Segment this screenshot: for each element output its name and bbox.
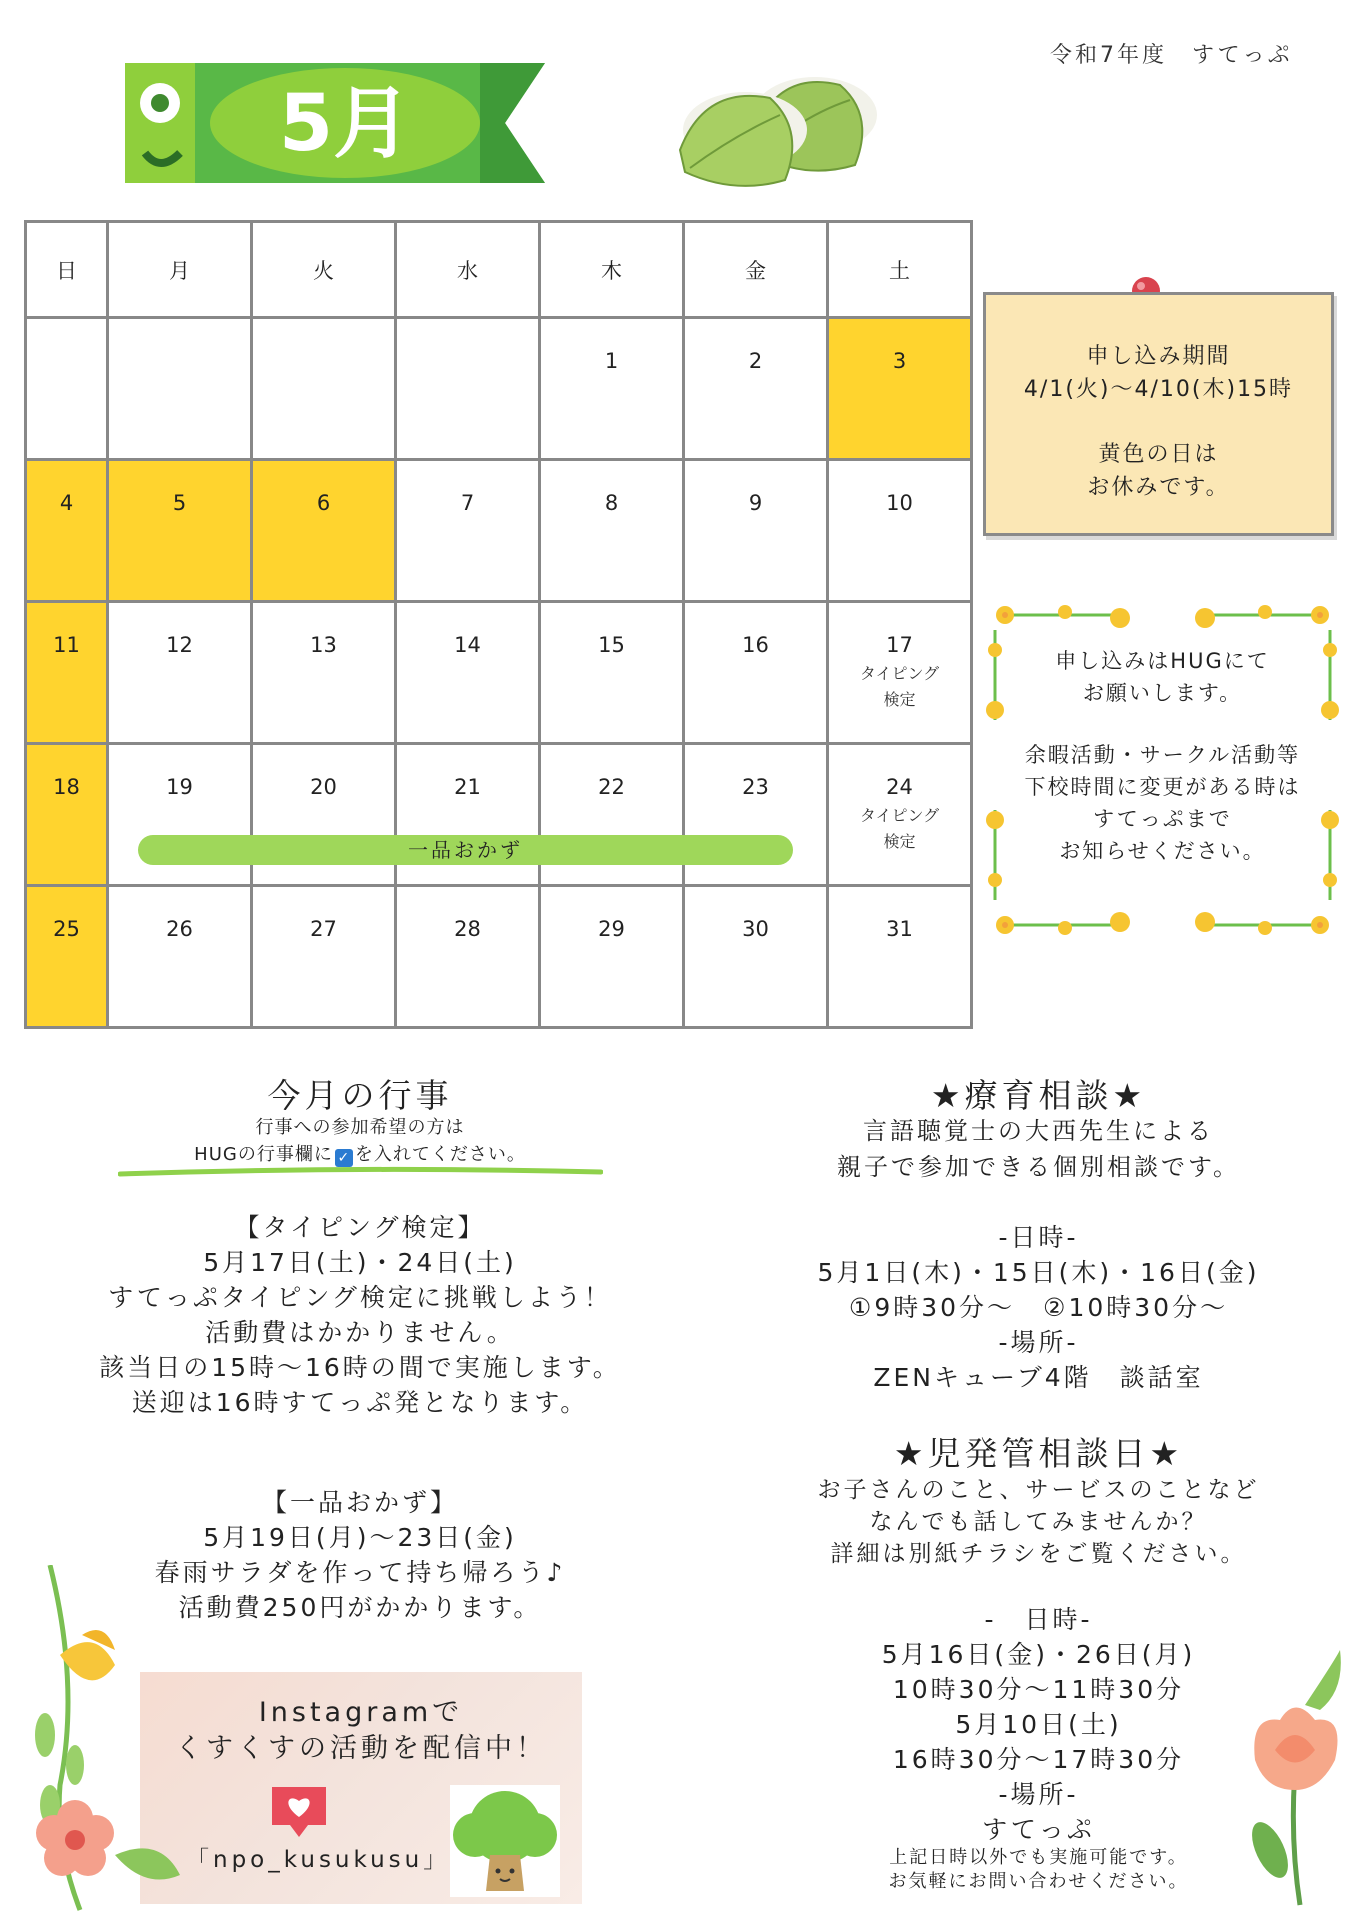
day-number: 5 — [172, 491, 187, 515]
calendar-day-cell — [108, 460, 252, 602]
ryoiku-dates: 5月1日(木)・15日(木)・16日(金) — [817, 1258, 1260, 1287]
calendar-day-cell — [684, 602, 828, 744]
day-number: 28 — [454, 917, 481, 941]
day-number: 4 — [59, 491, 74, 515]
instagram-line: Instagramで — [258, 1697, 464, 1728]
events-subtitle — [0, 1114, 720, 1168]
day-number: 13 — [310, 633, 337, 657]
weekday-wed: 水 — [396, 222, 540, 318]
like-heart-icon — [268, 1783, 330, 1839]
events-sub-line — [0, 1141, 720, 1168]
calendar-day-cell — [684, 318, 828, 460]
frame-line: 余暇活動・サークル活動等 — [1024, 743, 1301, 767]
calendar-day-cell — [396, 602, 540, 744]
monthly-calendar — [24, 220, 973, 1029]
day-number: 8 — [604, 491, 619, 515]
calendar-day-cell — [26, 602, 108, 744]
day-number: 22 — [598, 775, 625, 799]
day-number: 12 — [166, 633, 193, 657]
calendar-day-cell — [252, 460, 396, 602]
jihatsukan-consultation-title: ★児発管相談日★ — [893, 1434, 1184, 1473]
jihatsu-line: お子さんのこと、サービスのことなど — [817, 1477, 1260, 1503]
ippin-okazu-event-bar: 一品おかず — [138, 835, 793, 865]
typing-line: 活動費はかかりません。 — [205, 1318, 515, 1347]
calendar-day-cell — [828, 886, 972, 1028]
typing-heading: 【タイピング検定】 — [234, 1213, 486, 1242]
ryoiku-line: 言語聴覚士の大西先生による — [863, 1117, 1214, 1145]
jihatsu-dates: 5月10日(土) — [955, 1710, 1122, 1739]
events-title: 今月の行事 — [267, 1076, 453, 1115]
calendar-week-row — [26, 318, 972, 460]
weekday-fri: 金 — [684, 222, 828, 318]
day-number: 17 — [886, 633, 913, 657]
hug-notice-text — [985, 645, 1340, 867]
typing-line: すてっぷタイピング検定に挑戦しよう！ — [108, 1283, 612, 1312]
calendar-day-cell — [108, 886, 252, 1028]
day-number: 2 — [748, 349, 763, 373]
ippin-line: 活動費250円がかかります。 — [178, 1593, 542, 1622]
typing-line: 送迎は16時すてっぷ発となります。 — [131, 1388, 589, 1417]
day-number: 14 — [454, 633, 481, 657]
jihatsukan-description — [720, 1474, 1357, 1570]
frame-line: すてっぷまで — [1093, 807, 1232, 831]
calendar-day-cell — [684, 886, 828, 1028]
frame-line: お願いします。 — [1082, 681, 1243, 705]
frame-line: 申し込みはHUGにて — [1055, 649, 1270, 673]
day-number: 18 — [53, 775, 80, 799]
koinobori-illustration — [125, 58, 575, 188]
events-sub-line: 行事への参加希望の方は — [255, 1117, 465, 1138]
day-number: 25 — [53, 917, 80, 941]
ryoiku-schedule — [720, 1220, 1357, 1395]
notice-line: 黄色の日は — [1098, 442, 1219, 467]
calendar-day-cell — [252, 886, 396, 1028]
kusukusu-tree-mascot-icon — [450, 1785, 560, 1897]
day-number: 31 — [886, 917, 913, 941]
calendar-day-cell — [26, 744, 108, 886]
day-number: 15 — [598, 633, 625, 657]
calendar-empty-cell — [396, 318, 540, 460]
calendar-day-cell — [396, 460, 540, 602]
weekday-tue: 火 — [252, 222, 396, 318]
weekday-sun: 日 — [26, 222, 108, 318]
kashiwamochi-illustration — [665, 60, 885, 190]
ryoiku-place-label: -場所- — [998, 1328, 1079, 1357]
calendar-day-cell — [828, 318, 972, 460]
jihatsu-place-label: -場所- — [998, 1780, 1079, 1809]
calendar-day-cell — [540, 318, 684, 460]
ryoiku-date-label: -日時- — [998, 1223, 1079, 1252]
flower-decoration-right — [1240, 1650, 1350, 1910]
day-number: 3 — [892, 349, 907, 373]
day-number: 19 — [166, 775, 193, 799]
calendar-day-cell — [684, 460, 828, 602]
instagram-line: くすくすの活動を配信中！ — [175, 1733, 547, 1764]
calendar-empty-cell — [108, 318, 252, 460]
calendar-day-cell — [828, 602, 972, 744]
ippin-line: 春雨サラダを作って持ち帰ろう♪ — [154, 1558, 566, 1587]
ryoiku-description — [720, 1113, 1357, 1185]
jihatsu-times: 10時30分～11時30分 — [892, 1675, 1185, 1704]
jihatsu-line: 詳細は別紙チラシをご覧ください。 — [830, 1541, 1247, 1567]
day-number: 26 — [166, 917, 193, 941]
calendar-day-cell — [828, 744, 972, 886]
day-number: 30 — [742, 917, 769, 941]
jihatsu-foot-line: 上記日時以外でも実施可能です。 — [889, 1847, 1188, 1868]
day-number: 16 — [742, 633, 769, 657]
typing-line: 該当日の15時～16時の間で実施します。 — [99, 1353, 621, 1382]
day-number: 20 — [310, 775, 337, 799]
day-number: 11 — [53, 633, 80, 657]
jihatsu-times: 16時30分～17時30分 — [892, 1745, 1185, 1774]
ryoiku-place: ZENキューブ4階 談話室 — [873, 1363, 1204, 1392]
jihatsu-date-label: - 日時- — [984, 1605, 1093, 1634]
notice-line: お休みです。 — [1087, 475, 1230, 500]
weekday-mon: 月 — [108, 222, 252, 318]
day-number: 24 — [886, 775, 913, 799]
calendar-day-cell — [396, 886, 540, 1028]
weekday-header-row — [26, 222, 972, 318]
day-event-note: 検定 — [883, 690, 916, 709]
day-number: 10 — [886, 491, 913, 515]
frame-line: 下校時間に変更がある時は — [1024, 775, 1301, 799]
jihatsu-dates: 5月16日(金)・26日(月) — [881, 1640, 1196, 1669]
calendar-empty-cell — [252, 318, 396, 460]
ippin-heading: 【一品おかず】 — [261, 1488, 458, 1517]
calendar-day-cell — [26, 886, 108, 1028]
ippin-dates: 5月19日(月)～23日(金) — [203, 1523, 517, 1552]
day-number: 7 — [460, 491, 475, 515]
day-number: 6 — [316, 491, 331, 515]
calendar-week-row — [26, 886, 972, 1028]
ryoiku-line: 親子で参加できる個別相談です。 — [836, 1153, 1241, 1181]
calendar-week-row — [26, 460, 972, 602]
jihatsu-line: なんでも話してみませんか？ — [869, 1509, 1208, 1535]
ryoiku-times: ①9時30分～ ②10時30分～ — [848, 1293, 1229, 1322]
weekday-sat: 土 — [828, 222, 972, 318]
calendar-day-cell — [540, 460, 684, 602]
day-number: 27 — [310, 917, 337, 941]
weekday-thu: 木 — [540, 222, 684, 318]
jihatsu-place: すてっぷ — [982, 1815, 1095, 1844]
calendar-day-cell — [252, 602, 396, 744]
calendar-day-cell — [26, 460, 108, 602]
typing-test-section — [0, 1210, 720, 1420]
events-sub-text: を入れてください。 — [354, 1144, 526, 1165]
checkbox-icon: ✓ — [335, 1149, 353, 1167]
calendar-empty-cell — [26, 318, 108, 460]
day-number: 29 — [598, 917, 625, 941]
calendar-day-cell — [108, 602, 252, 744]
application-notice-board — [983, 292, 1334, 536]
events-sub-text: HUGの行事欄に — [194, 1144, 333, 1165]
day-number: 21 — [454, 775, 481, 799]
month-title: 5月 — [278, 79, 412, 169]
day-event-note: タイピング — [859, 664, 940, 683]
day-event-note: タイピング — [859, 806, 940, 825]
flower-decoration-left — [20, 1565, 190, 1915]
notice-line: 4/1(火)～4/10(木)15時 — [1023, 377, 1294, 402]
calendar-day-cell — [540, 602, 684, 744]
typing-dates: 5月17日(土)・24日(土) — [203, 1248, 517, 1277]
calendar-week-row — [26, 602, 972, 744]
frame-line: お知らせください。 — [1059, 839, 1266, 863]
day-event-note: 検定 — [883, 832, 916, 851]
day-number: 23 — [742, 775, 769, 799]
day-number: 1 — [604, 349, 619, 373]
notice-line: 申し込み期間 — [1086, 344, 1231, 369]
calendar-day-cell — [540, 886, 684, 1028]
green-underline-decoration — [118, 1165, 603, 1179]
calendar-day-cell — [828, 460, 972, 602]
day-number: 9 — [748, 491, 763, 515]
organization-label: 令和7年度 すてっぷ — [1050, 43, 1293, 68]
ryoiku-consultation-title: ★療育相談★ — [930, 1076, 1147, 1115]
jihatsu-foot-line: お気軽にお問い合わせください。 — [888, 1871, 1189, 1892]
instagram-handle[interactable]: 「npo_kusukusu」 — [186, 1847, 451, 1873]
